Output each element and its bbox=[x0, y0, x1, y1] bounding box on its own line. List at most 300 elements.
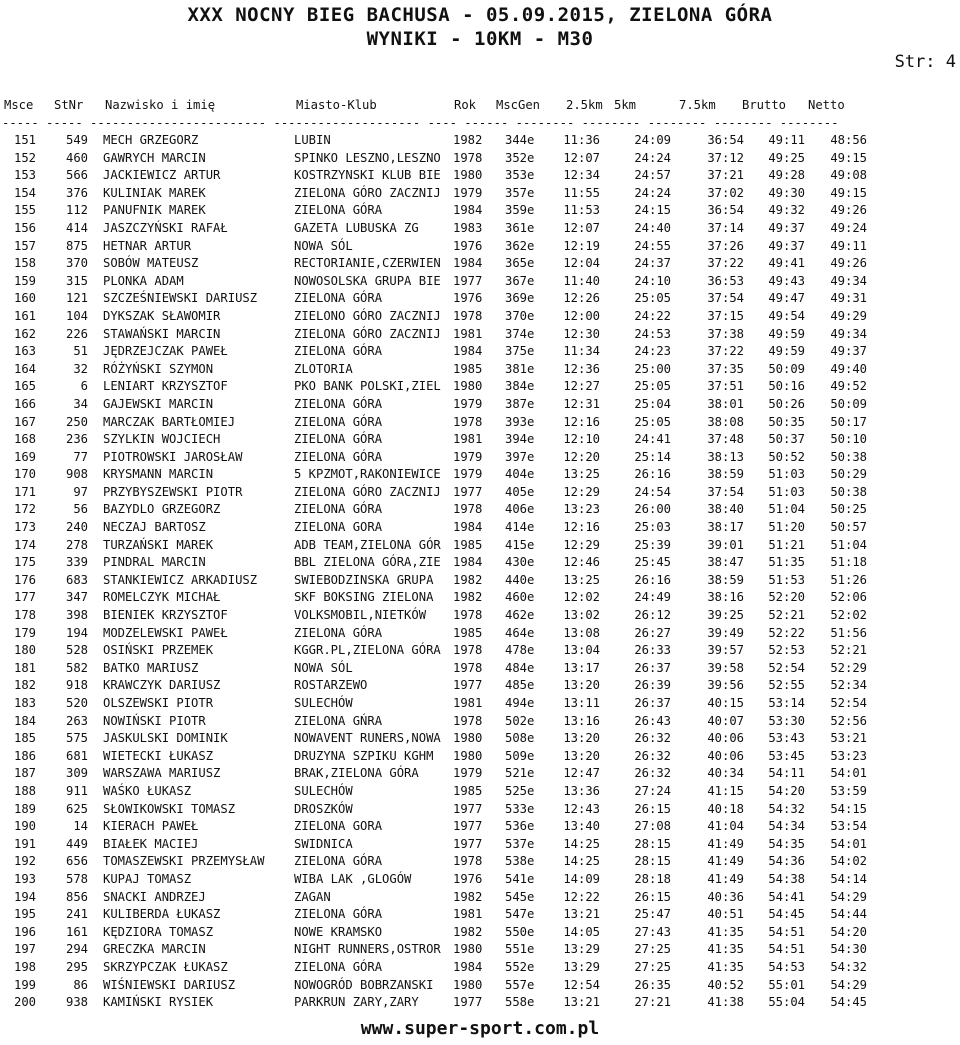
cell-category-place: 397e bbox=[505, 449, 535, 464]
cell-club: KOSTRZYNSKI KLUB BIE bbox=[294, 168, 441, 183]
cell-gross-time: 49:54 bbox=[768, 308, 805, 323]
cell-net-time: 54:29 bbox=[830, 889, 867, 904]
table-row bbox=[0, 377, 960, 395]
cell-year: 1977 bbox=[453, 484, 483, 499]
cell-gross-time: 51:21 bbox=[768, 537, 805, 552]
cell-net-time: 49:29 bbox=[830, 308, 867, 323]
cell-gross-time: 51:04 bbox=[768, 502, 805, 517]
cell-net-time: 49:31 bbox=[830, 291, 867, 306]
cell-start-number: 575 bbox=[65, 731, 88, 746]
cell-category-place: 484e bbox=[505, 660, 535, 675]
cell-year: 1983 bbox=[453, 220, 483, 235]
cell-club: NOWA SÓL bbox=[294, 238, 353, 253]
cell-split-7-5km: 41:49 bbox=[707, 854, 744, 869]
cell-category-place: 352e bbox=[505, 150, 535, 165]
cell-category-place: 545e bbox=[505, 889, 535, 904]
cell-year: 1979 bbox=[453, 766, 483, 781]
cell-place: 177 bbox=[13, 590, 36, 605]
cell-split-7-5km: 41:35 bbox=[707, 924, 744, 939]
cell-club: ADB TEAM,ZIELONA GÓR bbox=[294, 537, 441, 552]
cell-name: MODZELEWSKI PAWEŁ bbox=[103, 625, 228, 640]
cell-gross-time: 52:55 bbox=[768, 678, 805, 693]
cell-place: 170 bbox=[13, 467, 36, 482]
cell-start-number: 625 bbox=[65, 801, 88, 816]
cell-split-2-5km: 13:02 bbox=[563, 608, 600, 623]
cell-net-time: 54:29 bbox=[830, 977, 867, 992]
cell-place: 187 bbox=[13, 766, 36, 781]
cell-split-2-5km: 12:04 bbox=[563, 256, 600, 271]
cell-name: BIENIEK KRZYSZTOF bbox=[103, 608, 228, 623]
cell-net-time: 53:23 bbox=[830, 748, 867, 763]
cell-start-number: 875 bbox=[65, 238, 88, 253]
cell-category-place: 525e bbox=[505, 783, 535, 798]
cell-place: 168 bbox=[13, 432, 36, 447]
cell-category-place: 362e bbox=[505, 238, 535, 253]
cell-name: PIOTROWSKI JAROSŁAW bbox=[103, 449, 243, 464]
cell-start-number: 6 bbox=[80, 379, 88, 394]
cell-category-place: 502e bbox=[505, 713, 535, 728]
cell-split-5km: 28:15 bbox=[634, 836, 671, 851]
cell-year: 1978 bbox=[453, 713, 483, 728]
cell-split-2-5km: 13:04 bbox=[563, 643, 600, 658]
cell-name: PRZYBYSZEWSKI PIOTR bbox=[103, 484, 243, 499]
cell-split-7-5km: 38:59 bbox=[707, 572, 744, 587]
cell-year: 1978 bbox=[453, 308, 483, 323]
cell-club: VOLKSMOBIL,NIETKÓW bbox=[294, 608, 427, 623]
cell-gross-time: 52:54 bbox=[768, 660, 805, 675]
column-header-year: Rok bbox=[454, 98, 477, 112]
cell-split-7-5km: 37:26 bbox=[707, 238, 744, 253]
cell-category-place: 370e bbox=[505, 308, 535, 323]
cell-club: BBL ZIELONA GÓRA,ZIE bbox=[294, 555, 441, 570]
table-row bbox=[0, 325, 960, 343]
cell-gross-time: 54:11 bbox=[768, 766, 805, 781]
table-row bbox=[0, 219, 960, 237]
cell-split-2-5km: 13:11 bbox=[563, 696, 600, 710]
cell-place: 164 bbox=[13, 361, 36, 376]
cell-gross-time: 54:53 bbox=[768, 959, 805, 974]
cell-name: KUPAJ TOMASZ bbox=[103, 871, 192, 886]
cell-place: 192 bbox=[13, 854, 36, 869]
cell-name: JACKIEWICZ ARTUR bbox=[103, 168, 221, 183]
cell-name: SOBÓW MATEUSZ bbox=[103, 256, 199, 271]
cell-start-number: 449 bbox=[65, 836, 88, 851]
cell-gross-time: 52:20 bbox=[768, 590, 805, 605]
cell-start-number: 294 bbox=[65, 942, 88, 957]
cell-split-2-5km: 12:10 bbox=[563, 432, 600, 447]
cell-place: 155 bbox=[13, 203, 36, 218]
cell-start-number: 194 bbox=[65, 625, 88, 640]
table-row bbox=[0, 729, 960, 747]
cell-split-7-5km: 39:58 bbox=[707, 660, 744, 675]
cell-split-2-5km: 11:40 bbox=[563, 273, 600, 288]
cell-year: 1981 bbox=[453, 326, 483, 341]
cell-split-7-5km: 40:06 bbox=[707, 731, 744, 746]
cell-start-number: 250 bbox=[65, 414, 88, 429]
cell-gross-time: 50:35 bbox=[768, 414, 805, 429]
cell-place: 153 bbox=[13, 168, 36, 183]
cell-net-time: 49:34 bbox=[830, 326, 867, 341]
cell-name: MARCZAK BARTŁOMIEJ bbox=[103, 414, 236, 429]
cell-place: 199 bbox=[13, 977, 36, 992]
cell-club: DRUZYNA SZPIKU KGHM bbox=[294, 748, 434, 763]
table-row bbox=[0, 166, 960, 184]
cell-net-time: 49:26 bbox=[830, 203, 867, 218]
cell-gross-time: 54:51 bbox=[768, 942, 805, 957]
cell-place: 179 bbox=[13, 625, 36, 640]
cell-year: 1978 bbox=[453, 608, 483, 623]
cell-net-time: 51:18 bbox=[830, 555, 867, 570]
cell-split-5km: 25:04 bbox=[634, 396, 671, 411]
cell-split-2-5km: 12:20 bbox=[563, 449, 600, 464]
cell-start-number: 121 bbox=[65, 291, 88, 306]
cell-name: KRAWCZYK DARIUSZ bbox=[103, 678, 221, 693]
cell-start-number: 309 bbox=[65, 766, 88, 781]
cell-club: ZIELONA GÓRA bbox=[294, 396, 383, 411]
cell-club: NOWA SÓL bbox=[294, 660, 353, 675]
cell-gross-time: 51:03 bbox=[768, 484, 805, 499]
cell-category-place: 508e bbox=[505, 731, 535, 746]
cell-split-2-5km: 12:02 bbox=[563, 590, 600, 605]
cell-split-2-5km: 13:20 bbox=[563, 748, 600, 763]
cell-split-7-5km: 37:02 bbox=[707, 185, 744, 200]
table-row bbox=[0, 201, 960, 219]
cell-gross-time: 50:09 bbox=[768, 361, 805, 376]
cell-split-2-5km: 13:25 bbox=[563, 467, 600, 482]
cell-start-number: 56 bbox=[73, 502, 88, 517]
cell-split-2-5km: 13:17 bbox=[563, 660, 600, 675]
cell-year: 1982 bbox=[453, 572, 483, 587]
cell-category-place: 405e bbox=[505, 484, 535, 499]
cell-club: SULECHÓW bbox=[294, 696, 353, 710]
cell-club: SWIEBODZINSKA GRUPA bbox=[294, 572, 434, 587]
cell-category-place: 547e bbox=[505, 907, 535, 922]
cell-club: ZIELONO GÓRO ZACZNIJ bbox=[294, 308, 441, 323]
cell-place: 163 bbox=[13, 344, 36, 359]
cell-split-5km: 26:32 bbox=[634, 766, 671, 781]
cell-split-7-5km: 37:51 bbox=[707, 379, 744, 394]
cell-gross-time: 54:38 bbox=[768, 871, 805, 886]
cell-split-2-5km: 13:20 bbox=[563, 678, 600, 693]
cell-name: JĘDRZEJCZAK PAWEŁ bbox=[103, 344, 228, 359]
cell-year: 1979 bbox=[453, 185, 483, 200]
cell-gross-time: 54:20 bbox=[768, 783, 805, 798]
table-row bbox=[0, 676, 960, 694]
cell-split-7-5km: 39:56 bbox=[707, 678, 744, 693]
cell-net-time: 53:54 bbox=[830, 819, 867, 834]
cell-year: 1979 bbox=[453, 396, 483, 411]
cell-split-5km: 25:47 bbox=[634, 907, 671, 922]
cell-club: GAZETA LUBUSKA ZG bbox=[294, 220, 419, 235]
cell-place: 152 bbox=[13, 150, 36, 165]
cell-year: 1976 bbox=[453, 238, 483, 253]
cell-name: PANUFNIK MAREK bbox=[103, 203, 206, 218]
cell-split-5km: 24:24 bbox=[634, 150, 671, 165]
cell-gross-time: 49:32 bbox=[768, 203, 805, 218]
table-row bbox=[0, 536, 960, 554]
table-row bbox=[0, 500, 960, 518]
cell-split-2-5km: 12:07 bbox=[563, 220, 600, 235]
cell-start-number: 161 bbox=[65, 924, 88, 939]
cell-split-5km: 24:37 bbox=[634, 256, 671, 271]
table-row bbox=[0, 817, 960, 835]
cell-net-time: 54:30 bbox=[830, 942, 867, 957]
cell-split-2-5km: 14:05 bbox=[563, 924, 600, 939]
cell-category-place: 521e bbox=[505, 766, 535, 781]
cell-split-7-5km: 41:35 bbox=[707, 959, 744, 974]
cell-club: ZIELONA GÓRA bbox=[294, 854, 383, 869]
cell-year: 1984 bbox=[453, 256, 483, 271]
cell-gross-time: 51:03 bbox=[768, 467, 805, 482]
cell-place: 176 bbox=[13, 572, 36, 587]
table-row bbox=[0, 518, 960, 536]
cell-split-2-5km: 11:53 bbox=[563, 203, 600, 218]
document-title: XXX NOCNY BIEG BACHUSA - 05.09.2015, ZIELONA GÓRA bbox=[187, 4, 773, 26]
cell-gross-time: 50:37 bbox=[768, 432, 805, 447]
cell-club: ZIELONA GÓRO ZACZNIJ bbox=[294, 326, 441, 341]
cell-split-2-5km: 12:00 bbox=[563, 308, 600, 323]
cell-name: BATKO MARIUSZ bbox=[103, 660, 199, 675]
cell-net-time: 49:15 bbox=[830, 185, 867, 200]
cell-start-number: 911 bbox=[65, 783, 88, 798]
cell-category-place: 404e bbox=[505, 467, 535, 482]
cell-club: WIBA LAK ,GLOGÓW bbox=[294, 871, 412, 886]
table-row bbox=[0, 852, 960, 870]
page-number: Str: 4 bbox=[894, 52, 956, 72]
cell-year: 1984 bbox=[453, 555, 483, 570]
cell-start-number: 263 bbox=[65, 713, 88, 728]
cell-year: 1984 bbox=[453, 203, 483, 218]
cell-net-time: 52:02 bbox=[830, 608, 867, 623]
cell-split-5km: 26:16 bbox=[634, 572, 671, 587]
cell-gross-time: 49:37 bbox=[768, 220, 805, 235]
cell-category-place: 558e bbox=[505, 995, 535, 1010]
cell-category-place: 440e bbox=[505, 572, 535, 587]
cell-split-7-5km: 38:59 bbox=[707, 467, 744, 482]
cell-year: 1984 bbox=[453, 520, 483, 535]
cell-year: 1980 bbox=[453, 977, 483, 992]
cell-name: SNACKI ANDRZEJ bbox=[103, 889, 206, 904]
cell-gross-time: 53:45 bbox=[768, 748, 805, 763]
cell-start-number: 34 bbox=[73, 396, 88, 411]
cell-gross-time: 55:01 bbox=[768, 977, 805, 992]
cell-category-place: 384e bbox=[505, 379, 535, 394]
cell-year: 1981 bbox=[453, 696, 483, 710]
table-row bbox=[0, 958, 960, 976]
cell-net-time: 49:15 bbox=[830, 150, 867, 165]
cell-club: ZIELONA GÓRA bbox=[294, 449, 383, 464]
cell-split-5km: 28:18 bbox=[634, 871, 671, 886]
cell-club: SWIDNICA bbox=[294, 836, 353, 851]
cell-split-7-5km: 41:15 bbox=[707, 783, 744, 798]
table-row bbox=[0, 149, 960, 167]
cell-split-5km: 25:05 bbox=[634, 291, 671, 306]
cell-net-time: 52:21 bbox=[830, 643, 867, 658]
cell-club: NOWAVENT RUNERS,NOWA bbox=[294, 731, 441, 746]
cell-name: JASKULSKI DOMINIK bbox=[103, 731, 228, 746]
cell-club: NOWOSOLSKA GRUPA BIE bbox=[294, 273, 441, 288]
cell-start-number: 681 bbox=[65, 748, 88, 763]
table-row bbox=[0, 624, 960, 642]
cell-start-number: 295 bbox=[65, 959, 88, 974]
cell-split-7-5km: 39:01 bbox=[707, 537, 744, 552]
cell-club: ZIELONA GÓRA bbox=[294, 432, 383, 447]
cell-start-number: 908 bbox=[65, 467, 88, 482]
cell-gross-time: 54:35 bbox=[768, 836, 805, 851]
cell-place: 197 bbox=[13, 942, 36, 957]
cell-start-number: 398 bbox=[65, 608, 88, 623]
cell-club: PKO BANK POLSKI,ZIEL bbox=[294, 379, 441, 394]
cell-category-place: 509e bbox=[505, 748, 535, 763]
cell-gross-time: 49:59 bbox=[768, 326, 805, 341]
table-row bbox=[0, 395, 960, 413]
cell-name: NOWIŃSKI PIOTR bbox=[103, 713, 206, 728]
table-row bbox=[0, 923, 960, 941]
cell-club: ZIELONA GÓRA bbox=[294, 625, 383, 640]
cell-place: 174 bbox=[13, 537, 36, 552]
cell-split-2-5km: 12:26 bbox=[563, 291, 600, 306]
table-separator: ----- ----- ------------------------ -------------------- ---- ------ -------- -------- -------- -------- -------- bbox=[2, 116, 839, 130]
table-row bbox=[0, 888, 960, 906]
cell-split-2-5km: 13:23 bbox=[563, 502, 600, 517]
cell-category-place: 541e bbox=[505, 871, 535, 886]
cell-split-7-5km: 37:12 bbox=[707, 150, 744, 165]
cell-club: ZIELONA GORA bbox=[294, 819, 383, 834]
cell-gross-time: 49:59 bbox=[768, 344, 805, 359]
cell-split-5km: 24:40 bbox=[634, 220, 671, 235]
cell-name: GAJEWSKI MARCIN bbox=[103, 396, 214, 411]
cell-start-number: 97 bbox=[73, 484, 88, 499]
table-row bbox=[0, 430, 960, 448]
cell-net-time: 52:29 bbox=[830, 660, 867, 675]
cell-split-7-5km: 40:34 bbox=[707, 766, 744, 781]
cell-net-time: 54:45 bbox=[830, 995, 867, 1010]
cell-split-5km: 26:37 bbox=[634, 660, 671, 675]
cell-net-time: 54:01 bbox=[830, 836, 867, 851]
cell-place: 189 bbox=[13, 801, 36, 816]
table-row bbox=[0, 184, 960, 202]
cell-name: NECZAJ BARTOSZ bbox=[103, 520, 206, 535]
cell-club: ZIELONA GÓRA bbox=[294, 502, 383, 517]
cell-name: TURZAŃSKI MAREK bbox=[103, 537, 214, 552]
cell-place: 159 bbox=[13, 273, 36, 288]
cell-split-5km: 24:09 bbox=[634, 133, 671, 147]
cell-name: TOMASZEWSKI PRZEMYSŁAW bbox=[103, 854, 265, 869]
cell-start-number: 14 bbox=[73, 819, 88, 834]
cell-year: 1978 bbox=[453, 414, 483, 429]
footer-website: www.super-sport.com.pl bbox=[360, 1018, 600, 1039]
cell-split-7-5km: 37:54 bbox=[707, 484, 744, 499]
cell-year: 1981 bbox=[453, 907, 483, 922]
cell-gross-time: 49:47 bbox=[768, 291, 805, 306]
cell-net-time: 49:26 bbox=[830, 256, 867, 271]
cell-split-5km: 26:35 bbox=[634, 977, 671, 992]
cell-split-2-5km: 14:09 bbox=[563, 871, 600, 886]
table-row bbox=[0, 905, 960, 923]
cell-name: JASZCZYŃSKI RAFAŁ bbox=[103, 220, 228, 235]
cell-year: 1978 bbox=[453, 854, 483, 869]
cell-split-2-5km: 13:16 bbox=[563, 713, 600, 728]
cell-split-7-5km: 41:49 bbox=[707, 836, 744, 851]
cell-split-2-5km: 12:29 bbox=[563, 537, 600, 552]
cell-club: ZIELONA GÓRA bbox=[294, 203, 383, 218]
cell-split-7-5km: 40:15 bbox=[707, 696, 744, 710]
cell-split-2-5km: 13:40 bbox=[563, 819, 600, 834]
cell-start-number: 370 bbox=[65, 256, 88, 271]
cell-split-5km: 27:25 bbox=[634, 959, 671, 974]
cell-name: SZYLKIN WOJCIECH bbox=[103, 432, 221, 447]
cell-club: ZIELONA GÓRA bbox=[294, 907, 383, 922]
cell-split-5km: 26:27 bbox=[634, 625, 671, 640]
cell-start-number: 347 bbox=[65, 590, 88, 605]
table-row bbox=[0, 870, 960, 888]
cell-split-7-5km: 41:04 bbox=[707, 819, 744, 834]
cell-category-place: 414e bbox=[505, 520, 535, 535]
cell-split-7-5km: 36:54 bbox=[707, 203, 744, 218]
cell-gross-time: 49:37 bbox=[768, 238, 805, 253]
cell-split-7-5km: 41:35 bbox=[707, 942, 744, 957]
cell-split-5km: 26:39 bbox=[634, 678, 671, 693]
cell-split-5km: 24:22 bbox=[634, 308, 671, 323]
cell-category-place: 381e bbox=[505, 361, 535, 376]
cell-start-number: 86 bbox=[73, 977, 88, 992]
cell-club: ZIELONA GÓRO ZACZNIJ bbox=[294, 484, 441, 499]
cell-category-place: 359e bbox=[505, 203, 535, 218]
cell-place: 191 bbox=[13, 836, 36, 851]
table-row bbox=[0, 641, 960, 659]
cell-name: KULIBERDA ŁUKASZ bbox=[103, 907, 221, 922]
cell-name: RÓŻYŃSKI SZYMON bbox=[103, 361, 214, 376]
cell-start-number: 578 bbox=[65, 871, 88, 886]
cell-name: OSIŃSKI PRZEMEK bbox=[103, 643, 214, 658]
cell-split-7-5km: 36:53 bbox=[707, 273, 744, 288]
cell-category-place: 537e bbox=[505, 836, 535, 851]
cell-year: 1985 bbox=[453, 537, 483, 552]
cell-split-2-5km: 13:25 bbox=[563, 572, 600, 587]
cell-place: 182 bbox=[13, 678, 36, 693]
cell-club: SULECHÓW bbox=[294, 783, 353, 798]
cell-category-place: 344e bbox=[505, 133, 535, 147]
cell-gross-time: 50:52 bbox=[768, 449, 805, 464]
cell-net-time: 48:56 bbox=[830, 133, 867, 147]
cell-split-5km: 26:15 bbox=[634, 889, 671, 904]
cell-place: 188 bbox=[13, 783, 36, 798]
cell-category-place: 462e bbox=[505, 608, 535, 623]
cell-year: 1976 bbox=[453, 291, 483, 306]
cell-gross-time: 54:51 bbox=[768, 924, 805, 939]
cell-year: 1985 bbox=[453, 783, 483, 798]
cell-name: WIETECKI ŁUKASZ bbox=[103, 748, 214, 763]
cell-start-number: 918 bbox=[65, 678, 88, 693]
cell-name: SŁOWIKOWSKI TOMASZ bbox=[103, 801, 236, 816]
table-row bbox=[0, 131, 960, 149]
cell-split-2-5km: 11:34 bbox=[563, 344, 600, 359]
cell-gross-time: 53:14 bbox=[768, 696, 805, 710]
column-header-gross-time: Brutto bbox=[742, 98, 787, 112]
cell-name: PINDRAL MARCIN bbox=[103, 555, 206, 570]
cell-split-5km: 24:24 bbox=[634, 185, 671, 200]
cell-year: 1982 bbox=[453, 590, 483, 605]
cell-place: 165 bbox=[13, 379, 36, 394]
cell-club: 5 KPZMOT,RAKONIEWICE bbox=[294, 467, 441, 482]
cell-name: DYKSZAK SŁAWOMIR bbox=[103, 308, 221, 323]
cell-club: LUBIN bbox=[294, 133, 331, 147]
cell-split-7-5km: 39:25 bbox=[707, 608, 744, 623]
table-row bbox=[0, 237, 960, 255]
cell-name: BIAŁEK MACIEJ bbox=[103, 836, 199, 851]
cell-place: 172 bbox=[13, 502, 36, 517]
cell-split-2-5km: 13:21 bbox=[563, 995, 600, 1010]
